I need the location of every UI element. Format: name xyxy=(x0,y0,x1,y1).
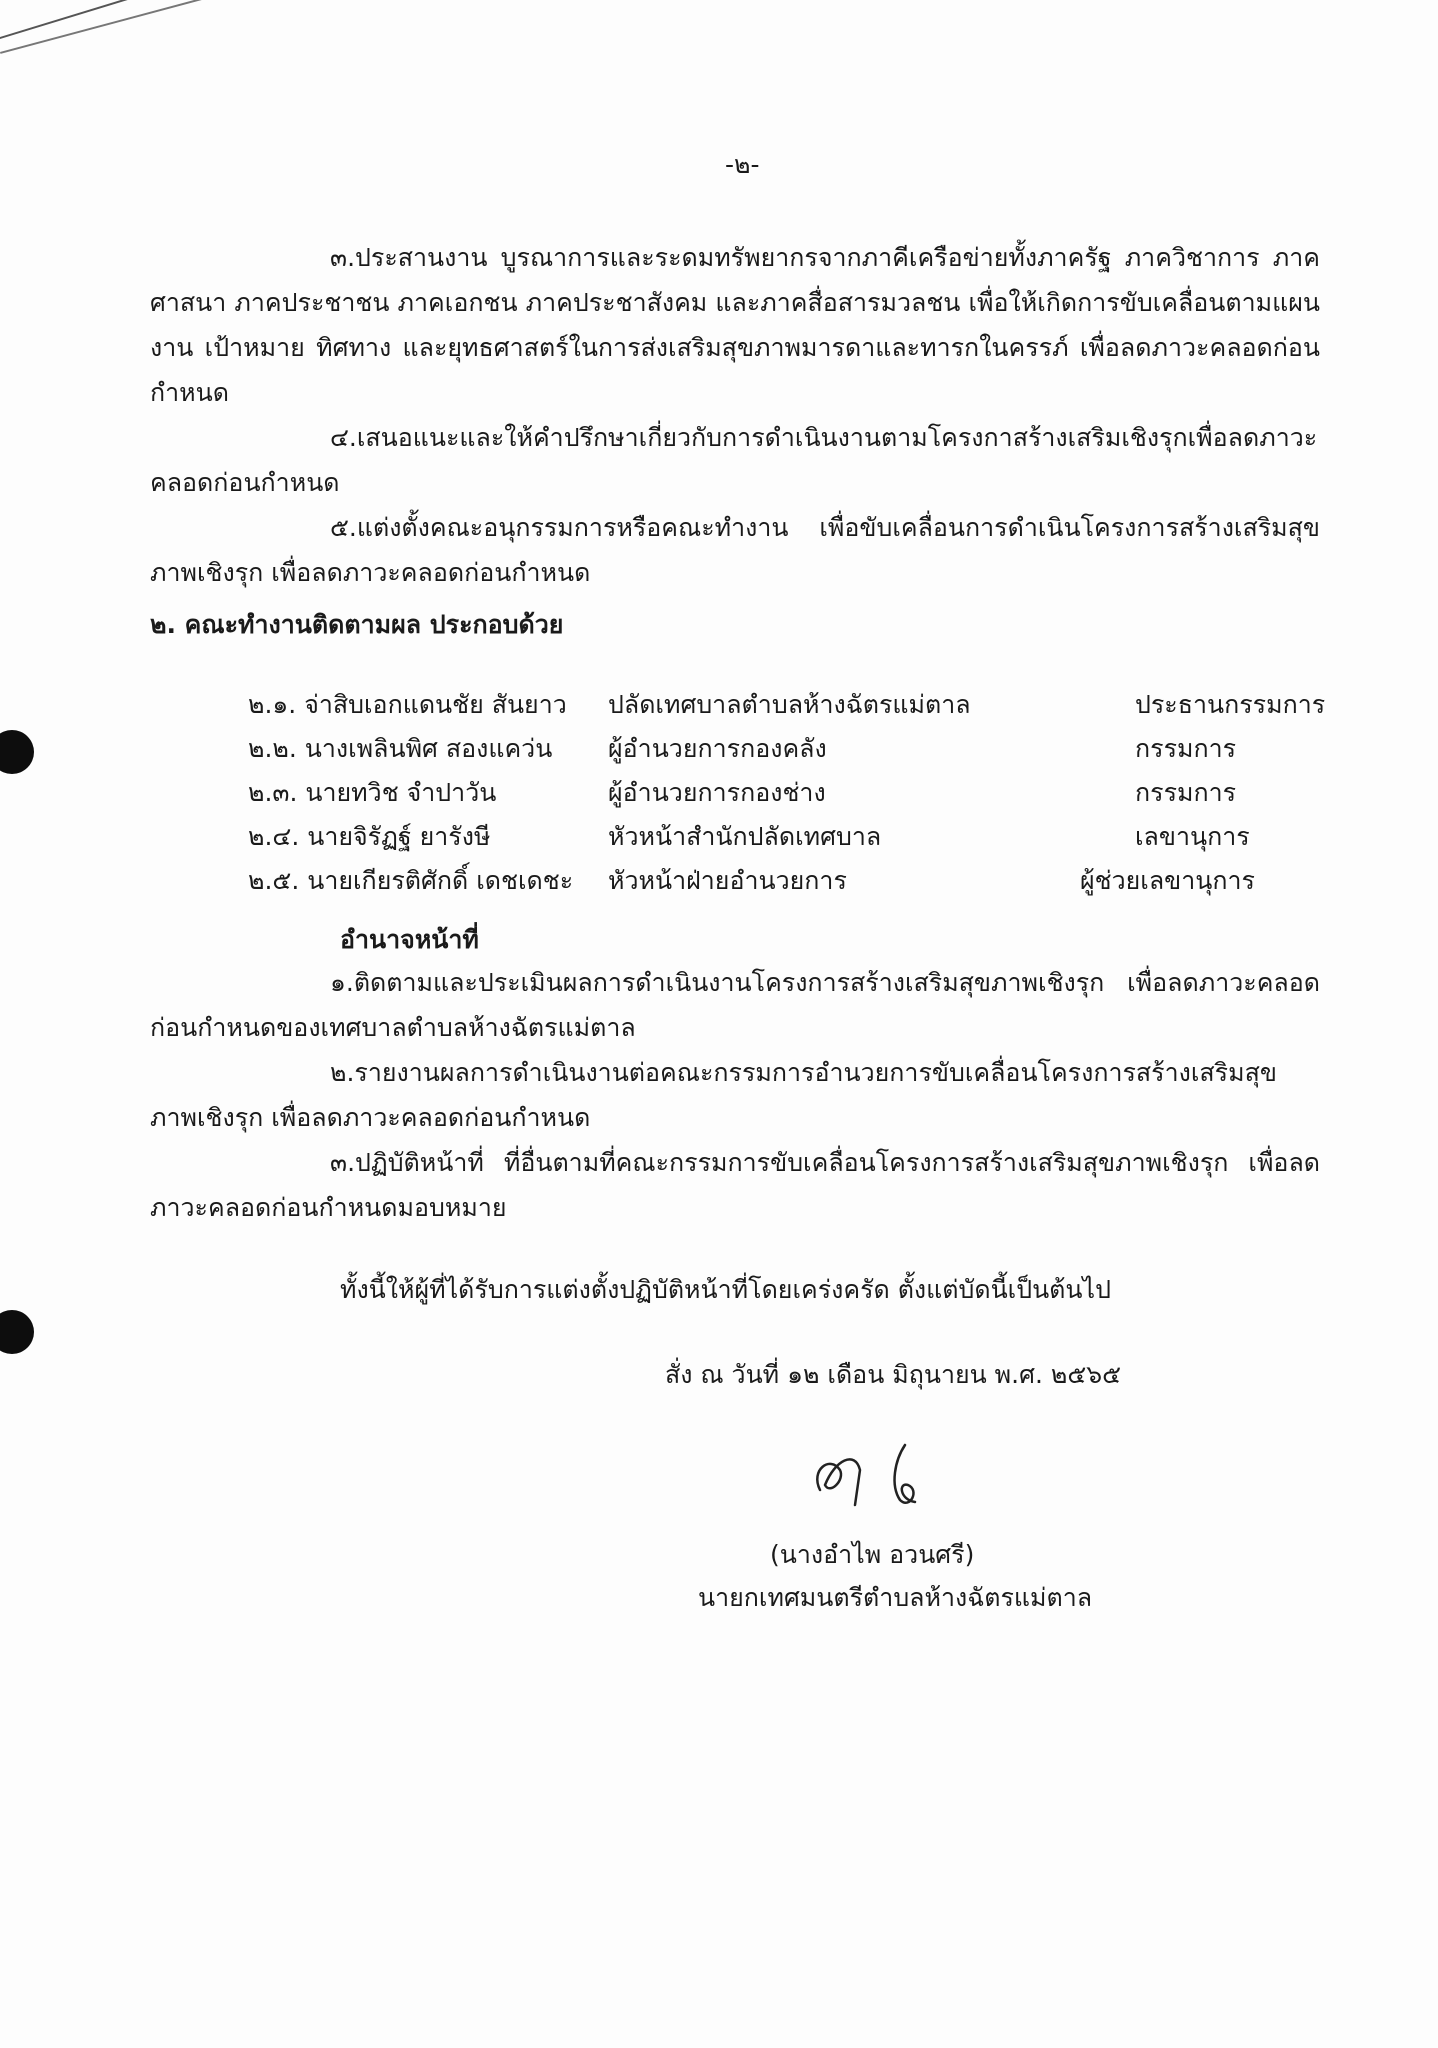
member-role: ประธานกรรมการ xyxy=(1135,690,1326,719)
duty-paragraph: ๕.แต่งตั้งคณะอนุกรรมการหรือคณะทำงาน เพื่อขับเคลื่อนการดำเนินโครงการสร้างเสริมสุขภาพเชิงรุก เพื่อลดภาวะคลอดก่อนกำหนด xyxy=(150,513,1320,587)
signer-name: (นางอำไพ อวนศรี) xyxy=(770,1540,975,1569)
duty-paragraph: ๓.ประสานงาน บูรณาการและระดมทรัพยากรจากภาคีเครือข่ายทั้งภาครัฐ ภาควิชาการ ภาคศาสนา ภาคประชาชน ภาคเอกชน ภาคประชาสังคม และภาคสื่อสารมวลชน เพื่อให้เกิดการขับเคลื่อนตามแผนงาน เป้าหมาย ทิศทาง และยุทธศาสตร์ในการส่งเสริมสุขภาพมารดาและทารกในครรภ์ เพื่อลดภาวะคลอดก่อนกำหนด xyxy=(150,243,1320,407)
duty-paragraph: ๔.เสนอแนะและให้คำปรึกษาเกี่ยวกับการดำเนินงานตามโครงกาสร้างเสริมเชิงรุกเพื่อลดภาวะคลอดก่อนกำหนด xyxy=(150,423,1318,497)
member-row xyxy=(0,729,1438,769)
member-row xyxy=(0,685,1438,725)
duty-paragraph: ๒.รายงานผลการดำเนินงานต่อคณะกรรมการอำนวยการขับเคลื่อนโครงการสร้างเสริมสุขภาพเชิงรุก เพื่อลดภาวะคลอดก่อนกำหนด xyxy=(150,1058,1277,1132)
member-name: ๒.๓. นายทวิช จำปาวัน xyxy=(248,778,497,807)
order-date: สั่ง ณ วันที่ ๑๒ เดือน มิถุนายน พ.ศ. ๒๕๖๕ xyxy=(665,1360,1122,1389)
duty-paragraph: ๑.ติดตามและประเมินผลการดำเนินงานโครงการสร้างเสริมสุขภาพเชิงรุก เพื่อลดภาวะคลอดก่อนกำหนดของเทศบาลตำบลห้างฉัตรแม่ตาล xyxy=(150,968,1320,1042)
closing-statement: ทั้งนี้ให้ผู้ที่ได้รับการแต่งตั้งปฏิบัติหน้าที่โดยเคร่งครัด ตั้งแต่บัดนี้เป็นต้นไป xyxy=(340,1275,1111,1304)
member-row xyxy=(0,773,1438,813)
member-row xyxy=(0,861,1438,901)
member-name: ๒.๒. นางเพลินพิศ สองแคว่น xyxy=(248,734,553,763)
duties-heading: อำนาจหน้าที่ xyxy=(340,925,479,954)
member-position: ผู้อำนวยการกองคลัง xyxy=(608,734,827,763)
member-role: กรรมการ xyxy=(1135,778,1237,807)
punch-hole xyxy=(0,1310,34,1354)
signer-title: นายกเทศมนตรีตำบลห้างฉัตรแม่ตาล xyxy=(698,1583,1093,1612)
scan-artifact-line xyxy=(0,0,268,42)
member-position: ปลัดเทศบาลตำบลห้างฉัตรแม่ตาล xyxy=(608,690,971,719)
duty-paragraph: ๓.ปฏิบัติหน้าที่ ที่อื่นตามที่คณะกรรมการขับเคลื่อนโครงการสร้างเสริมสุขภาพเชิงรุก เพื่อลดภาวะคลอดก่อนกำหนดมอบหมาย xyxy=(150,1148,1320,1222)
signature-image xyxy=(800,1430,950,1520)
section-heading: ๒. คณะทำงานติดตามผล ประกอบด้วย xyxy=(150,610,564,639)
member-position: หัวหน้าสำนักปลัดเทศบาล xyxy=(608,822,882,851)
member-name: ๒.๕. นายเกียรติศักดิ์ เดชเดชะ xyxy=(248,866,574,895)
member-role: กรรมการ xyxy=(1135,734,1237,763)
member-name: ๒.๑. จ่าสิบเอกแดนชัย สันยาว xyxy=(248,690,567,719)
member-position: หัวหน้าฝ่ายอำนวยการ xyxy=(608,866,847,895)
member-row xyxy=(0,817,1438,857)
member-position: ผู้อำนวยการกองช่าง xyxy=(608,778,826,807)
member-role: ผู้ช่วยเลขานุการ xyxy=(1080,866,1255,895)
page-number: -๒- xyxy=(725,150,760,179)
member-role: เลขานุการ xyxy=(1135,822,1250,851)
member-name: ๒.๔. นายจิรัฏฐ์ ยารังษี xyxy=(248,822,491,851)
